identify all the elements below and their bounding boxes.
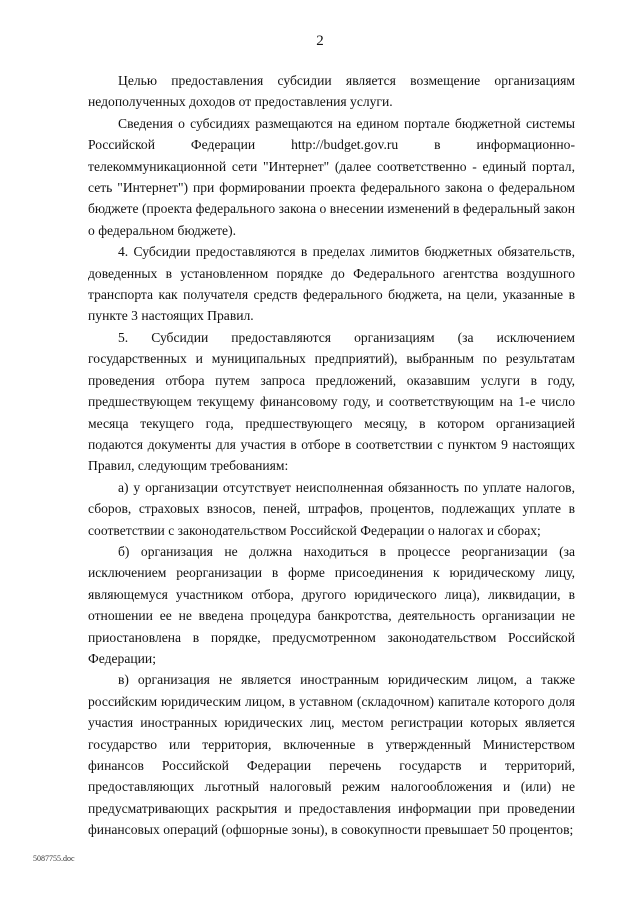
page-number: 2 (316, 33, 324, 49)
paragraph-requirement-b: б) организация не должна находиться в процессе реорганизации (за исключением реорганизации в форме присоединения к юридическому лицу, являющемуся участником отбора, другого юридического лица), ликвидации, в отношении ее не введена процедура банкротства, деятельность организации не приостановлена в порядке, предусмотренном законодательством Российской Федерации; (88, 543, 575, 666)
paragraph-requirement-a: а) у организации отсутствует неисполненная обязанность по уплате налогов, сборов, страховых взносов, пеней, штрафов, процентов, подлежащих уплате в соответствии с законодательством Российской Федерации о налогах и сборах; (88, 479, 575, 538)
paragraph-subsidy-info-portal: Сведения о субсидиях размещаются на едином портале бюджетной системы Российской Федерации http://budget.gov.ru в информационно-телекоммуникационной сети "Интернет" (далее соответственно - единый портал, сеть "Интернет") при формировании проекта федерального закона о федеральном бюджете (проекта федерального закона о внесении изменений в федеральный закон о федеральном бюджете). (88, 115, 575, 238)
paragraph-item-5: 5. Субсидии предоставляются организациям (за исключением государственных и муниципальных предприятий), выбранным по результатам проведения отбора путем запроса предложений, оказавшим услуги в году, предшествующем текущему финансовому году, и соответствующим на 1-е число месяца текущего года, предшествующего месяцу, в котором организацией подаются документы для участия в отборе в соответствии с пунктом 9 настоящих Правил, следующим требованиям: (88, 329, 575, 474)
paragraph-requirement-v: в) организация не является иностранным юридическим лицом, а также российским юридическим лицом, в уставном (складочном) капитале которого доля участия иностранных юридических лиц, местом регистрации которых является государство или территория, включенные в утвержденный Министерством финансов Российской Федерации перечень государств и территорий, предоставляющих льготный налоговый режим налогообложения и (или) не предусматривающих раскрытия и предоставления информации при проведении финансовых операций (офшорные зоны), в совокупности превышает 50 процентов; (88, 672, 575, 838)
footer-file-code: 5087755.doc (33, 854, 75, 863)
paragraph-subsidy-purpose: Целью предоставления субсидии является возмещение организациям недополученных доходов от предоставления услуги. (88, 73, 575, 110)
document-body (88, 70, 575, 841)
paragraph-item-4: 4. Субсидии предоставляются в пределах лимитов бюджетных обязательств, доведенных в установленном порядке до Федерального агентства воздушного транспорта как получателя средств федерального бюджета, на цели, указанные в пункте 3 настоящих Правил. (88, 244, 575, 324)
